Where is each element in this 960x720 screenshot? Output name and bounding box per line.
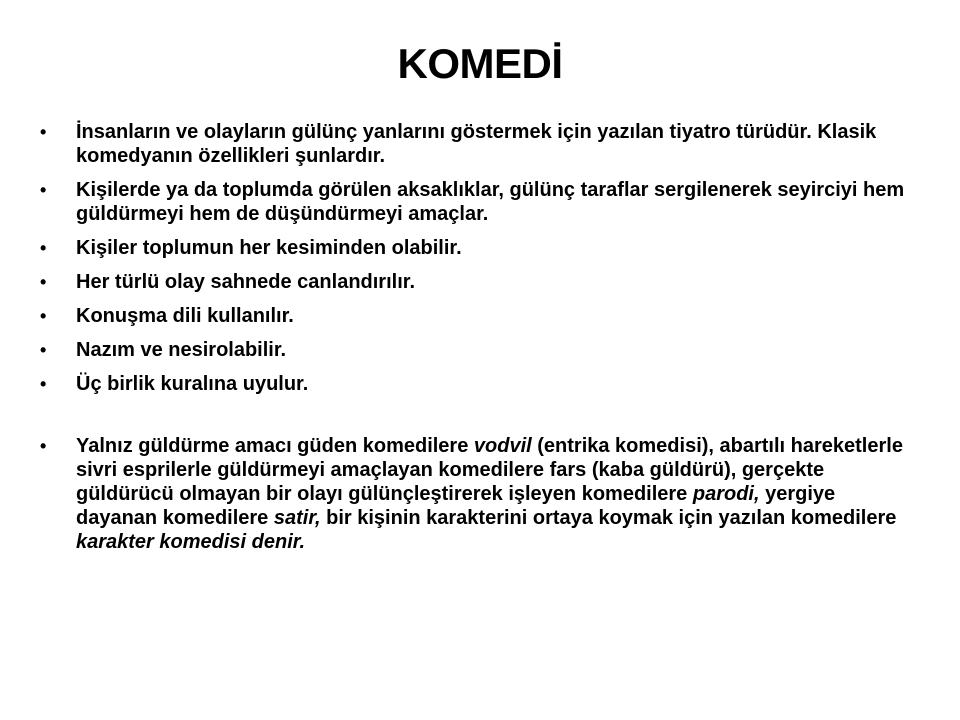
list-item-text: Kişilerde ya da toplumda görülen aksaklıklar, gülünç taraflar sergilenerek seyirciyi hem güldürmeyi hem de düşündürmeyi amaçlar.	[76, 179, 905, 225]
term-vodvil: vodvil	[473, 435, 532, 457]
list-item	[36, 304, 916, 328]
list-item	[36, 372, 916, 396]
list-item-text: İnsanların ve olayların gülünç yanlarını göstermek için yazılan tiyatro türüdür. Klasik komedyanın özellikleri şunlardır.	[76, 121, 877, 167]
list-item-text: Her türlü olay sahnede canlandırılır.	[76, 271, 415, 293]
list-spacer	[36, 406, 916, 434]
text-segment: bir kişinin karakterini ortaya koymak için yazılan komedilere	[320, 507, 897, 529]
bullet-list	[36, 120, 916, 396]
bullet-icon: •	[40, 436, 47, 456]
text-segment: Yalnız güldürme amacı güden komedilere	[76, 435, 474, 457]
bullet-icon: •	[40, 306, 47, 326]
list-item	[36, 236, 916, 260]
bullet-icon: •	[40, 238, 47, 258]
list-item-text: Üç birlik kuralına uyulur.	[76, 373, 309, 395]
text-segment: (entrika komedisi), abartılı hareketlerle sivri esprilerle güldürmeyi amaçlayan komedilere	[76, 435, 903, 481]
bullet-icon: •	[40, 180, 47, 200]
list-item	[36, 338, 916, 362]
term-karakter-komedisi: karakter komedisi denir.	[76, 531, 306, 553]
list-item-text: Kişiler toplumun her kesiminden olabilir.	[76, 237, 462, 259]
bullet-icon: •	[40, 122, 47, 142]
list-item	[36, 120, 916, 168]
term-parodi: parodi,	[692, 483, 760, 505]
list-item-comedy-types	[36, 434, 916, 554]
bullet-icon: •	[40, 272, 47, 292]
bullet-icon: •	[40, 374, 47, 394]
text-segment: yergiye dayanan komedilere	[76, 483, 836, 529]
term-satir: satir,	[273, 507, 321, 529]
text-segment: (kaba güldürü), gerçekte güldürücü olmayan bir olayı gülünçleştirerek işleyen komedilere	[76, 459, 825, 505]
list-item	[36, 178, 916, 226]
list-item	[36, 270, 916, 294]
final-bullet-list	[36, 434, 916, 554]
slide-body	[36, 120, 916, 564]
bullet-icon: •	[40, 340, 47, 360]
list-item-text: Konuşma dili kullanılır.	[76, 305, 294, 327]
list-item-text: Nazım ve nesirolabilir.	[76, 339, 287, 361]
term-fars: fars	[549, 459, 587, 481]
slide-title: KOMEDİ	[397, 40, 563, 87]
comedy-types-text	[76, 435, 903, 553]
